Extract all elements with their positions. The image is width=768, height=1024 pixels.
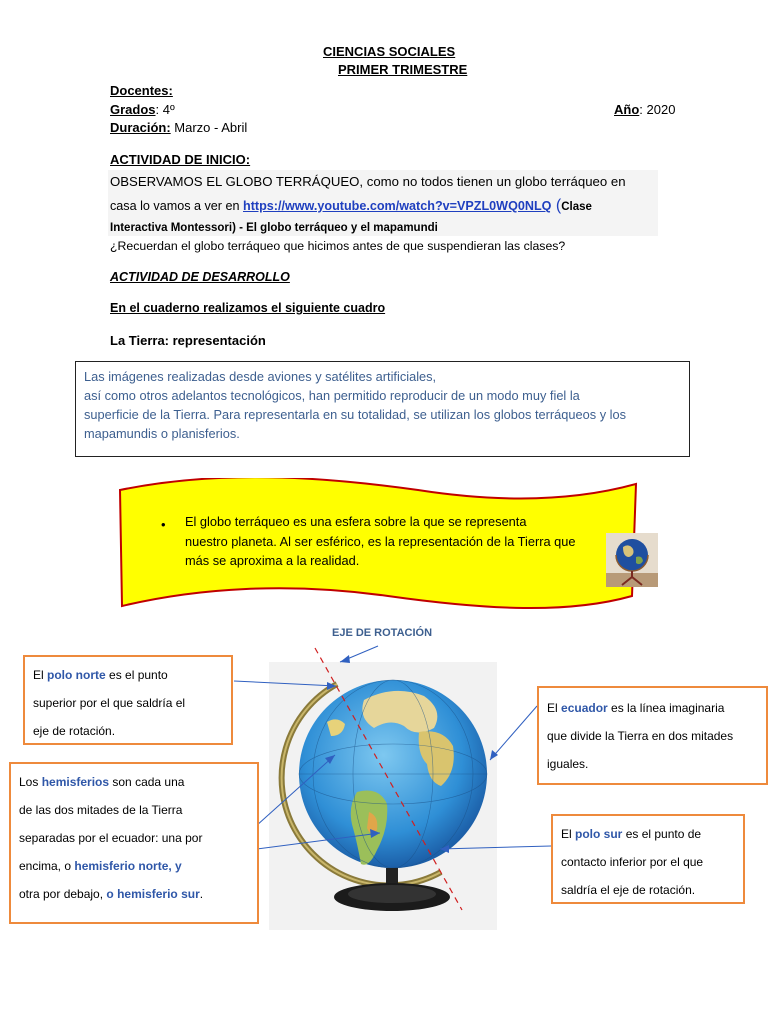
banner-line-1: El globo terráqueo es una esfera sobre la que se representa: [185, 514, 527, 529]
polo-norte-t2: es el punto: [105, 668, 168, 682]
youtube-link[interactable]: https://www.youtube.com/watch?v=VPZL0WQ0NLQ: [243, 199, 552, 213]
intro-line-2: así como otros adelantos tecnológicos, han permitido reproducir de un modo muy fiel la: [84, 388, 580, 403]
banner-line-3: más se aproxima a la realidad.: [185, 553, 360, 568]
hemisferios-line-2: de las dos mitades de la Tierra: [19, 803, 183, 817]
desarrollo-subtitle: La Tierra: representación: [110, 333, 266, 348]
polo-sur-t1: El: [561, 827, 576, 841]
intro-line-4: mapamundis o planisferios.: [84, 426, 240, 441]
desarrollo-instruction: En el cuaderno realizamos el siguiente cuadro: [110, 301, 386, 315]
anio-value: : 2020: [639, 102, 676, 117]
ecuador-line-2: que divide la Tierra en dos mitades: [547, 729, 734, 743]
inicio-line-1: OBSERVAMOS EL GLOBO TERRÁQUEO, como no todos tienen un globo terráqueo en: [110, 174, 626, 189]
polo-sur-line-1: [561, 820, 735, 848]
polo-norte-term: polo norte: [47, 668, 106, 682]
polo-sur-term: polo sur: [575, 827, 623, 841]
ecuador-t1: El: [547, 701, 562, 715]
hemisferios-line-3: separadas por el ecuador: una por: [19, 831, 203, 845]
polo-norte-line-2: superior por el que saldría el: [33, 696, 186, 710]
polo-norte-box: [23, 655, 233, 745]
hemisferios-l5b: .: [199, 887, 204, 901]
hemisferios-l4a: encima, o: [19, 859, 75, 873]
ecuador-term: ecuador: [561, 701, 608, 715]
hemisferios-l5a: otra por debajo,: [19, 887, 107, 901]
duracion-label: Duración:: [110, 120, 171, 135]
duracion-value: Marzo - Abril: [170, 120, 248, 135]
term-title: PRIMER TRIMESTRE: [338, 62, 468, 77]
polo-sur-t2: es el punto de: [622, 827, 702, 841]
desarrollo-heading: ACTIVIDAD DE DESARROLLO: [110, 270, 290, 284]
hemisferios-line-1: [19, 768, 249, 796]
polo-sur-line-2: contacto inferior por el que: [561, 855, 704, 869]
ecuador-line-3: iguales.: [547, 757, 589, 771]
hemisferio-norte-term: hemisferio norte, y: [74, 859, 182, 873]
polo-sur-line-3: saldría el eje de rotación.: [561, 883, 696, 897]
subject-title: CIENCIAS SOCIALES: [323, 44, 456, 59]
hemisferios-line-5: [19, 880, 249, 908]
hemisferios-t1: Los: [19, 775, 42, 789]
ecuador-box: [537, 686, 768, 785]
hemisferios-t2: son cada una: [109, 775, 185, 789]
polo-norte-t1: El: [33, 668, 48, 682]
polo-norte-line-1: [33, 661, 223, 689]
ecuador-t2: es la línea imaginaria: [607, 701, 725, 715]
inicio-line-3: Interactiva Montessori) - El globo terráqueo y el mapamundi: [110, 222, 438, 234]
grados-value: : 4º: [155, 102, 175, 117]
inicio-line-2-prefix: casa lo vamos a ver en: [110, 199, 243, 213]
clase-word: Clase: [561, 201, 592, 213]
banner-line-2: nuestro planeta. Al ser esférico, es la representación de la Tierra que: [185, 533, 576, 549]
hemisferio-sur-term: o hemisferio sur: [106, 887, 200, 901]
hemisferios-box: [9, 762, 259, 924]
docentes-label: Docentes:: [110, 83, 173, 98]
axis-title: EJE DE ROTACIÓN: [332, 627, 433, 639]
grados-label: Grados: [110, 102, 156, 117]
hemisferios-term: hemisferios: [41, 775, 110, 789]
polo-sur-box: [551, 814, 745, 904]
ecuador-line-1: [547, 694, 758, 722]
inicio-heading: ACTIVIDAD DE INICIO:: [110, 152, 251, 167]
inicio-line-4: ¿Recuerdan el globo terráqueo que hicimos antes de que suspendieran las clases?: [110, 239, 566, 253]
banner-bullet: •: [161, 517, 166, 532]
hemisferios-line-4: [19, 852, 249, 880]
intro-line-1: Las imágenes realizadas desde aviones y satélites artificiales,: [84, 369, 437, 384]
inicio-paren: (: [551, 197, 562, 214]
anio-label: Año: [614, 102, 640, 117]
polo-norte-line-3: eje de rotación.: [33, 724, 116, 738]
intro-line-3: superficie de la Tierra. Para representarla en su totalidad, se utilizan los globos terráqueos y los: [84, 407, 627, 422]
